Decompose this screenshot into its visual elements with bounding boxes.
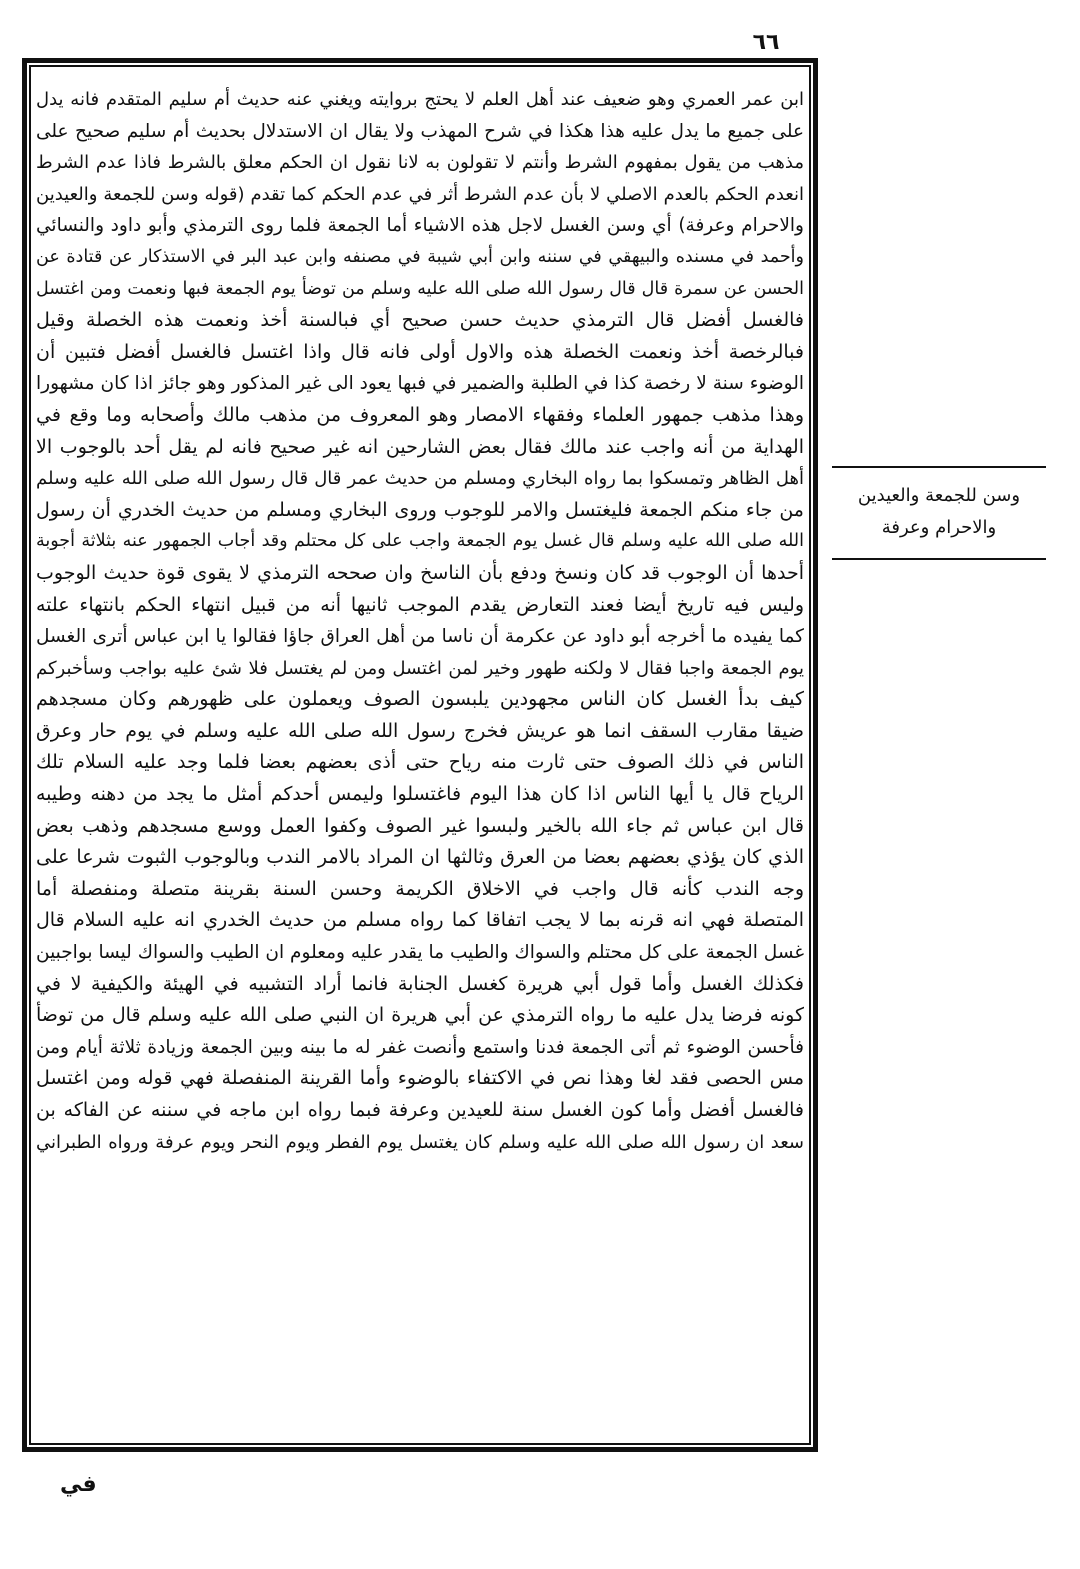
margin-note-line-1: وسن للجمعة والعيدين bbox=[857, 485, 1021, 506]
text-line: كما يفيده ما أخرجه أبو داود عن عكرمة أن ناسا من أهل العراق جاؤا فقالوا يا ابن عباس أترى الغسل bbox=[36, 626, 804, 648]
text-line: المتصلة فهي انه قرنه بما لا يجب اتفاقا كما رواه مسلم من حديث الخدري انه عليه السلام قال bbox=[36, 909, 804, 932]
text-line: كيف بدأ الغسل كان الناس مجهودين يلبسون الصوف ويعملون على ظهورهم وكان مسجدهم bbox=[36, 688, 804, 711]
text-line: فكذلك الغسل وأما قول أبي هريرة كغسل الجنابة فانما أراد التشبيه في الهيئة والكيفية لا في bbox=[36, 972, 804, 995]
text-line: وأحمد في مسنده والبيهقي في سننه وابن أبي شيبة في مصنفه وابن عبد البر في الاستذكار عن قتادة عن bbox=[36, 246, 804, 267]
catchword: في bbox=[60, 1472, 97, 1497]
margin-note bbox=[832, 466, 1046, 560]
text-line: ابن عمر العمري وهو ضعيف عند أهل العلم لا يحتج بروايته ويغني عنه حديث أم سليم المتقدم فانه يدل bbox=[36, 89, 804, 110]
text-line: والاحرام وعرفة) أي وسن الغسل لاجل هذه الاشياء أما الجمعة فلما روى الترمذي وأبو داود والنسائي bbox=[36, 215, 804, 237]
text-line: فالغسل أفضل قال الترمذي حديث حسن صحيح أي فبالسنة أخذ ونعمت هذه الخصلة وقيل bbox=[36, 309, 804, 332]
margin-note-line-2: والاحرام وعرفة bbox=[881, 517, 997, 538]
text-line: كونه فرضا يدل عليه ما رواه الترمذي عن أبي هريرة ان النبي صلى الله عليه وسلم قال من توضأ bbox=[36, 1004, 804, 1027]
page-number: ٦٦ bbox=[752, 30, 780, 55]
text-line: الله صلى الله عليه وسلم قال غسل يوم الجمعة واجب على كل محتلم وقد أجاب الجمهور عنه بثلاثة أجوبة bbox=[36, 531, 804, 552]
text-line: وهذا مذهب جمهور العلماء وفقهاء الامصار وهو المعروف من مذهب مالك وأصحابه وما وقع في bbox=[36, 403, 804, 426]
text-line: الناس في ذلك الصوف حتى ثارت منه رياح حتى أذى بعضهم بعضا فلما وجد عليه السلام تلك bbox=[36, 751, 804, 774]
text-line: على جميع ما يدل عليه هذا هكذا في شرح المهذب ولا يقال ان الاستدلال بحديث أم سليم صحيح على bbox=[36, 120, 804, 142]
text-line: أهل الظاهر وتمسكوا بما رواه البخاري ومسلم من حديث عمر قال قال رسول الله صلى الله عليه وسلم bbox=[36, 468, 804, 490]
text-line: الحسن عن سمرة قال قال رسول الله صلى الله عليه وسلم من توضأ يوم الجمعة فبها ونعمت ومن اغتسل bbox=[36, 278, 804, 299]
text-line: غسل الجمعة على كل محتلم والسواك والطيب ما يقدر عليه ومعلوم ان الطيب والسواك ليسا بواجبين bbox=[36, 942, 804, 964]
text-line: يوم الجمعة واجبا فقال لا ولكنه طهور وخير لمن اغتسل ومن لم يغتسل فلا شئ عليه بواجب وسأخبركم bbox=[36, 657, 804, 679]
text-line: وجه الندب كأنه قال واجب في الاخلاق الكريمة وحسن السنة بقرينة متصلة ومنفصلة أما bbox=[36, 877, 804, 900]
text-line: فأحسن الوضوء ثم أتى الجمعة فدنا واستمع وأنصت غفر له ما بينه وبين الجمعة وزيادة ثلاثة أيام ومن bbox=[36, 1036, 804, 1058]
text-line: مذهب من يقول بمفهوم الشرط وأنتم لا تقولون به لانا نقول ان الحكم معلق بالشرط فاذا عدم الشرط bbox=[36, 152, 804, 174]
text-line: فبالرخصة أخذ ونعمت الخصلة هذه والاول أولى فانه قال واذا اغتسل فالغسل أفضل فتبين أن bbox=[36, 340, 804, 363]
text-line: سعد ان رسول الله صلى الله عليه وسلم كان يغتسل يوم الفطر ويوم النحر ويوم عرفة ورواه الطبراني bbox=[36, 1131, 804, 1153]
text-line: أحدها أن الوجوب قد كان ونسخ ودفع بأن الناسخ وان صححه الترمذي لا يقوى قوة حديث الوجوب bbox=[36, 561, 804, 584]
text-line: فالغسل أفضل وأما كون الغسل سنة للعيدين وعرفة فبما رواه ابن ماجه في سننه عن الفاكه بن bbox=[36, 1099, 804, 1121]
text-line: ضيقا مقارب السقف انما هو عريش فخرج رسول الله صلى الله عليه وسلم في يوم حار وعرق bbox=[36, 719, 804, 742]
text-line: الرياح قال يا أيها الناس اذا كان هذا اليوم فاغتسلوا وليمس أحدكم أمثل ما يجد من دهنه وطيبه bbox=[36, 783, 804, 806]
main-text-block bbox=[36, 84, 804, 1442]
text-line: مس الحصى فقد لغا وهذا نص في الاكتفاء بالوضوء وأما القرينة المنفصلة فهي قوله ومن اغتسل bbox=[36, 1067, 804, 1090]
text-line: الذي كان يؤذي بعضهم بعضا من العرق وثالثها ان المراد بالامر الندب وبالوجوب الثبوت شرعا على bbox=[36, 846, 804, 869]
text-line: انعدم الحكم بالعدم الاصلي لا بأن عدم الشرط أثر في عدم الحكم كما تقدم (قوله وسن للجمعة والعيدين bbox=[36, 183, 804, 205]
text-line: قال ابن عباس ثم جاء الله بالخير ولبسوا غير الصوف وكفوا العمل ووسع مسجدهم وذهب بعض bbox=[36, 814, 804, 837]
text-line: الهداية من أنه واجب عند مالك فقال بعض الشارحين انه غير صحيح فانه لم يقل أحد بالوجوب الا bbox=[36, 435, 804, 458]
text-line: من جاء منكم الجمعة فليغتسل والامر للوجوب وروى البخاري ومسلم من حديث الخدري أن رسول bbox=[36, 498, 804, 521]
text-line: وليس فيه تاريخ أيضا فعند التعارض يقدم الموجب ثانيها أنه من قبيل انتهاء الحكم بانتهاء علته bbox=[36, 593, 804, 616]
text-line: الوضوء سنة لا رخصة كذا في الطلبة والضمير في فبها يعود الى غير المذكور وهو جائز اذا كان مشهورا bbox=[36, 373, 804, 395]
